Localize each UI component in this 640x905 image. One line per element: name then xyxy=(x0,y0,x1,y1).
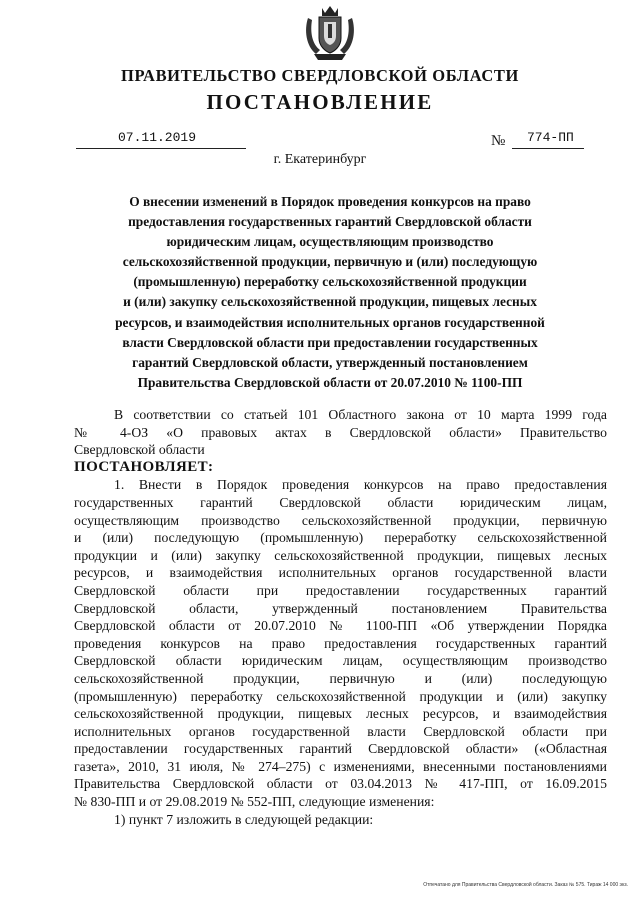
print-footer-note: Отпечатано для Правительства Свердловской области. Заказ № 575. Тираж 14 000 экз. xyxy=(423,882,628,888)
paragraph-line: Свердловской области юридическим лицам, осуществляющим производство xyxy=(74,653,607,669)
document-number: 774-ПП xyxy=(527,130,574,145)
paragraph-line: № 830-ПП и от 29.08.2019 № 552-ПП, следующие изменения: xyxy=(74,794,435,810)
paragraph-line: ресурсов, и взаимодействия исполнительных органов государственной власти xyxy=(74,565,607,581)
government-title: ПРАВИТЕЛЬСТВО СВЕРДЛОВСКОЙ ОБЛАСТИ xyxy=(121,66,519,85)
subject-line: власти Свердловской области при предоставлении государственных xyxy=(122,334,538,350)
paragraph-line: Свердловской области, утвержденный постановлением Правительства xyxy=(74,600,607,616)
number-underline xyxy=(512,148,584,149)
document-date: 07.11.2019 xyxy=(118,130,197,145)
paragraph-line: газета», 2010, 31 июля, № 274–275) с изменениями, внесенными постановлениями xyxy=(74,758,607,774)
subject-line: О внесении изменений в Порядок проведения конкурсов на право xyxy=(129,194,531,209)
paragraph-line: (промышленную) переработку сельскохозяйственной продукции и (или) закупку xyxy=(74,688,607,704)
number-sign: № xyxy=(491,133,506,149)
coat-of-arms-icon xyxy=(302,4,358,62)
preamble-line: В соответствии со статьей 101 Областного закона от 10 марта 1999 года xyxy=(114,407,607,422)
paragraph-line: 1. Внести в Порядок проведения конкурсов на право предоставления xyxy=(114,477,607,493)
subject-line: Правительства Свердловской области от 20.07.2010 № 1100-ПП xyxy=(137,374,523,390)
paragraph-line: исполнительных органов государственной власти Свердловской области при xyxy=(74,723,607,739)
subject-line: предоставления государственных гарантий Свердловской области xyxy=(128,214,532,230)
preamble-line: № 4-ОЗ «О правовых актах в Свердловской области» Правительство xyxy=(74,424,607,440)
paragraph-line: осуществляющим производство сельскохозяйственной продукции, первичную xyxy=(74,512,607,528)
paragraph-line: предоставлении государственных гарантий Свердловской области» («Областная xyxy=(74,741,607,757)
subject-line: гарантий Свердловской области, утвержденный постановлением xyxy=(132,354,528,370)
document-body xyxy=(74,406,607,828)
paragraph-line: сельскохозяйственной продукции, первичную и (или) последующую xyxy=(74,670,607,686)
subject-line: ресурсов, и взаимодействия исполнительных органов государственной xyxy=(115,314,545,330)
subject-line: (промышленную) переработку сельскохозяйственной продукции xyxy=(133,274,527,290)
preamble-line: Свердловской области xyxy=(74,442,205,458)
paragraph-line: сельскохозяйственной продукции, пищевых лесных ресурсов, и взаимодействия xyxy=(74,706,607,722)
document-subject xyxy=(80,192,580,393)
paragraph-line: государственных гарантий Свердловской области юридическим лицам, xyxy=(74,494,607,510)
subject-line: юридическим лицам, осуществляющим производство xyxy=(166,234,494,250)
paragraph-line: продукции и (или) закупку сельскохозяйственной продукции, пищевых лесных xyxy=(74,547,607,563)
paragraph-line: и (или) последующую (промышленную) переработку сельскохозяйственной xyxy=(74,530,607,546)
subject-line: сельскохозяйственной продукции, первичную и (или) последующую xyxy=(122,254,538,270)
document-type: ПОСТАНОВЛЕНИЕ xyxy=(206,90,434,114)
date-underline xyxy=(76,148,246,149)
subject-line: и (или) закупку сельскохозяйственной продукции, пищевых лесных xyxy=(123,294,537,310)
paragraph-line: Правительства Свердловской области от 03.04.2013 № 417-ПП, от 16.09.2015 xyxy=(74,776,607,792)
paragraph-line: Свердловской области от 20.07.2010 № 1100-ПП «Об утверждении Порядка xyxy=(74,618,607,634)
resolves-heading: ПОСТАНОВЛЯЕТ: xyxy=(74,458,214,475)
paragraph-line: Свердловской области при предоставлении государственных гарантий xyxy=(74,582,607,598)
paragraph-line: проведения конкурсов на право предоставления государственных гарантий xyxy=(74,635,607,651)
subitem-line: 1) пункт 7 изложить в следующей редакции: xyxy=(114,811,374,827)
city: г. Екатеринбург xyxy=(273,152,367,167)
